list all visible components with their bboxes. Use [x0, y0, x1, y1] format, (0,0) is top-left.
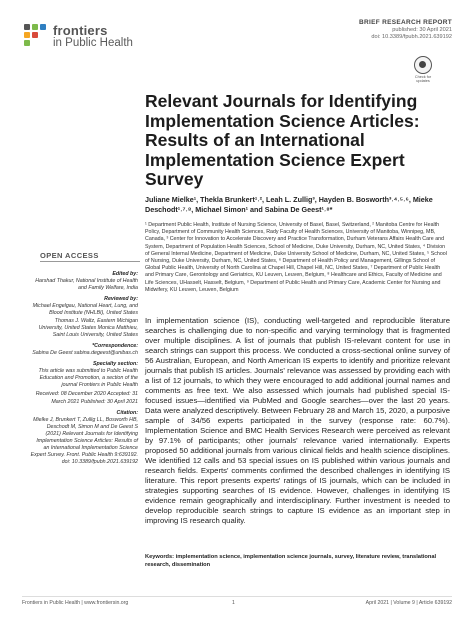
dates-block	[30, 391, 138, 405]
sidebar-text: Received: 08 December 2020 Accepted: 31 March 2021 Published: 30 April 2021	[35, 391, 138, 405]
open-access-label: OPEN ACCESS	[40, 251, 99, 260]
keywords-label: Keywords:	[145, 554, 175, 560]
footer-journal-link[interactable]: Frontiers in Public Health | www.frontiersin.org	[22, 600, 129, 606]
reviewed-by-block	[30, 296, 138, 339]
footer-divider	[22, 596, 452, 597]
sidebar-text: Michael Engelgau, National Heart, Lung, and Blood Institute (NHLBI), United States Thomas J. Waltz, Eastern Michigan University, United States Monica Matthieu, Saint Louis University, United States	[32, 303, 138, 338]
affiliation-text: ¹ Department Public Health, Institute of Nursing Science, University of Basel, Basel, Switzerland, ² Manitoba Centre for Health Policy, Department of Community Health Sciences, Rady Faculty of Health Sciences, University of Manitoba, Winnipeg, MB, Canada, ³ Center for Innovation to Accelerate Discovery and Practice Transformation, Durham Veterans Affairs Health Care and System, Department of Population Health Sciences, School of Medicine, Duke University, Durham, NC, United States, ⁴ Division of General Internal Medicine, Department of Medicine, Duke University School of Medicine, Durham, NC, United States, ⁵ School of Nursing, Duke University, Durham, NC, United States, ⁶ Department of Health Policy and Management, Gillings School of Global Public Health, University of North Carolina at Chapel Hill, Chapel Hill, NC, United States, ⁷ Department of Public Health and Primary Care, Gerontology and Geriatrics, KU Leuven, Leuven, Belgium, ⁸ Healthcare and Ethics, Faculty of Medicine and Life Sciences, UHasselt, Hasselt, Belgium, ⁹ Department of Public Health and Primary Care, Academic Center for Nursing and Midwifery, KU Leuven, Leuven, Belgium	[145, 222, 447, 293]
specialty-section-block	[30, 361, 138, 389]
journal-name: in Public Health	[53, 37, 133, 49]
sidebar-label: *Correspondence:	[92, 342, 138, 349]
footer-issue-info: April 2021 | Volume 9 | Article 639192	[365, 600, 452, 606]
affiliations	[145, 222, 450, 294]
article-type: BRIEF RESEARCH REPORT	[359, 19, 452, 26]
author-list: Juliane Mielke¹, Thekla Brunkert¹˒², Leah L. Zullig³, Hayden B. Bosworth³˒⁴˒⁵˒⁶, Mieke Deschodt¹˒⁷˒⁸, Michael Simon¹ and Sabina De Geest¹˒⁸*	[145, 195, 433, 214]
check-for-updates-icon	[414, 56, 432, 74]
publication-date: published: 30 April 2021	[392, 27, 452, 33]
check-for-updates-badge[interactable]	[412, 56, 434, 82]
keywords-text: implementation science, implementation science journals, survey, literature review, translational research, dissemination	[145, 554, 437, 568]
sidebar-label: Specialty section:	[92, 361, 138, 368]
article-doi[interactable]: doi: 10.3389/fpubh.2021.639192	[371, 34, 452, 40]
keywords	[145, 553, 450, 569]
article-meta	[359, 19, 452, 40]
page-header	[0, 0, 474, 60]
citation-block	[30, 410, 138, 467]
edited-by-block	[30, 271, 138, 292]
page-number: 1	[232, 600, 235, 606]
sidebar-text: This article was submitted to Public Health Education and Promotion, a section of the journal Frontiers in Public Health	[38, 368, 138, 389]
check-for-updates-label: Check for updates	[414, 75, 432, 83]
sidebar-text: Mielke J, Brunkert T, Zullig LL, Bosworth HB, Deschodt M, Simon M and De Geest S (2021) Relevant Journals for Identifying Implementation Science Articles: Results of an International Implementation Science Expert Survey. Front. Public Health 9:639192. doi: 10.3389/fpubh.2021.639192	[30, 416, 138, 466]
article-title: Relevant Journals for Identifying Implementation Science Articles: Results of an International Implementation Science Expert Survey	[145, 91, 420, 189]
sidebar-label: Reviewed by:	[104, 296, 138, 303]
sidebar-text: Sabina De Geest sabina.degeest@unibas.ch	[32, 349, 138, 356]
publisher-name: frontiers	[53, 23, 108, 38]
frontiers-logo[interactable]	[22, 22, 182, 52]
sidebar-label: Citation:	[116, 409, 138, 416]
open-access-divider	[40, 261, 140, 262]
sidebar-text: Harshad Thakur, National Institute of Health and Family Welfare, India	[35, 278, 138, 292]
article-info-sidebar	[30, 267, 138, 468]
sidebar-label: Edited by:	[112, 271, 138, 277]
abstract-text: In implementation science (IS), conducting well-targeted and reproducible literature searches is challenging due to non-specific and varying terminology that is fragmented over multiple disciplines. A list of journals that publish IS-relevant content for use in search strings can support this process. We conducted a cross-sectional online survey of 56 Australian, European, and North American IS experts to identify and prioritize relevant journals that publish IS articles. Journals' relevance was assessed by providing each with a list of 12 journals, to which they were encouraged to add additional journal names and comments as free text. We also assessed which journals had published special IS-focused issues—identified via PubMed and Google searches—over the last 20 years. Data were analyzed descriptively. Between February 28 and March 15, 2020, a purposive sample of 34/56 experts participated in the survey (response rate: 60.7%). Implementation Science and BMC Health Services Research were perceived as relevant by 97.1% of participants; other journals' relevance varied internationally. Experts proposed 50 additional journals from various clinical fields and health science disciplines. We identified 12 calls and 53 special issues on IS published within various journals and research fields. Experts' comments confirmed the described challenges in identifying IS literature. This report presents experts' ratings of IS journals, which can be included in strategies supporting searches of IS evidence. However, challenges in identifying IS evidence remain geographically and interdisciplinary. Further investment is needed to develop reproducible search strings to capture IS evidence as an important step in improving IS research quality.	[145, 316, 450, 525]
frontiers-logo-icon	[22, 22, 48, 48]
correspondence-block[interactable]	[30, 343, 138, 357]
